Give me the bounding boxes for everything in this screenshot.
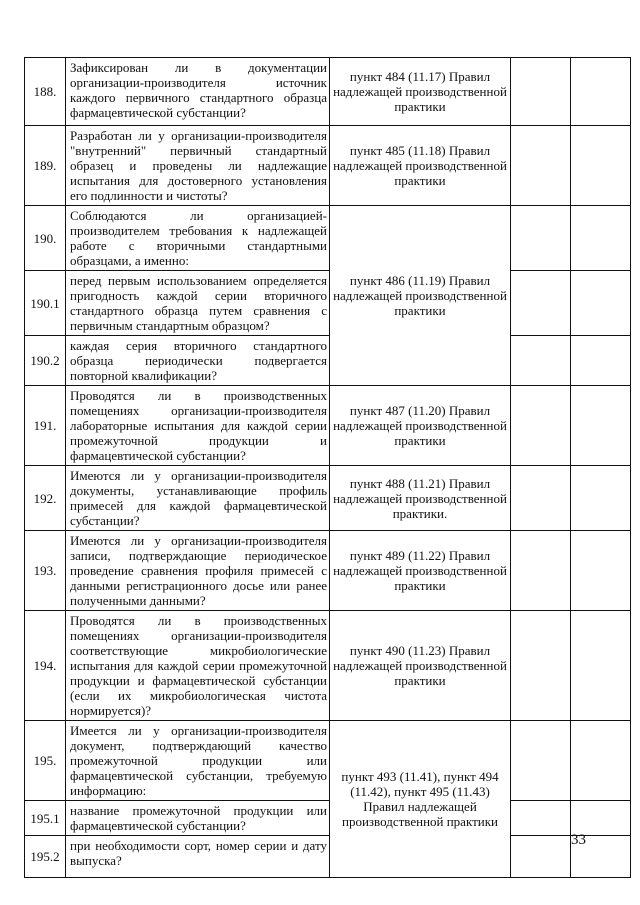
question-text: каждая серия вторичного стандартного образца периодически подвергается повторной квалификации? [70, 338, 327, 383]
row-number: 192. [25, 466, 66, 531]
answer-cell[interactable] [511, 801, 571, 836]
reference-cell [330, 126, 511, 206]
row-number: 190.1 [25, 271, 66, 336]
answer-cell[interactable] [511, 126, 571, 206]
question-text: Соблюдаются ли организацией-производителем требования к надлежащей работе с вторичными стандартными образцами, а именно: [70, 208, 327, 268]
note-cell[interactable] [571, 466, 631, 531]
table-row [25, 721, 631, 801]
answer-cell[interactable] [511, 466, 571, 531]
question-text: Проводятся ли в производственных помещениях организации-производителя лабораторные испытания для каждой серии промежуточной продукции и фармацевтической субстанции? [70, 388, 327, 463]
answer-cell[interactable] [511, 58, 571, 126]
reference-cell [330, 531, 511, 611]
reference-cell [330, 386, 511, 466]
question-cell [66, 611, 330, 721]
question-text: Имеется ли у организации-производителя документ, подтверждающий качество промежуточной продукции или фармацевтической субстанции, требуемую информацию: [70, 723, 327, 798]
note-cell[interactable] [571, 58, 631, 126]
question-cell [66, 206, 330, 271]
reference-text: пункт 489 (11.22) Правил надлежащей производственной практики [333, 548, 507, 593]
table-row [25, 336, 631, 386]
reference-cell [330, 466, 511, 531]
note-cell[interactable] [571, 531, 631, 611]
answer-cell[interactable] [511, 836, 571, 878]
table-row [25, 611, 631, 721]
row-number: 195.1 [25, 801, 66, 836]
reference-cell [330, 721, 511, 878]
page-number: 33 [571, 832, 586, 848]
checklist-table [24, 57, 631, 878]
table-row [25, 206, 631, 271]
note-cell[interactable] [571, 801, 631, 836]
row-number: 194. [25, 611, 66, 721]
row-number: 189. [25, 126, 66, 206]
question-text: название промежуточной продукции или фармацевтической субстанции? [70, 803, 327, 833]
question-cell [66, 466, 330, 531]
question-cell [66, 336, 330, 386]
question-cell [66, 721, 330, 801]
reference-text: пункт 488 (11.21) Правил надлежащей производственной практики. [333, 475, 507, 521]
answer-cell[interactable] [511, 206, 571, 271]
answer-cell[interactable] [511, 336, 571, 386]
question-cell [66, 386, 330, 466]
reference-text: пункт 486 (11.19) Правил надлежащей производственной практики [333, 273, 507, 318]
note-cell[interactable] [571, 126, 631, 206]
table-row [25, 58, 631, 126]
table-row [25, 531, 631, 611]
reference-text: пункт 487 (11.20) Правил надлежащей производственной практики [333, 403, 507, 448]
question-text: при необходимости сорт, номер серии и дату выпуска? [70, 838, 327, 868]
question-cell [66, 531, 330, 611]
reference-cell [330, 206, 511, 386]
table-row [25, 466, 631, 531]
question-text: Разработан ли у организации-производителя "внутренний" первичный стандартный образец и проведены ли надлежащие испытания для достоверного установления его подлинности и чистоты? [70, 128, 327, 203]
question-cell [66, 801, 330, 836]
question-text: Имеются ли у организации-производителя записи, подтверждающие периодическое проведение сравнения профиля примесей с данными регистрационного досье или ранее полученными данными? [70, 533, 327, 608]
reference-text: пункт 490 (11.23) Правил надлежащей производственной практики [333, 643, 507, 688]
row-number: 190. [25, 206, 66, 271]
reference-cell [330, 58, 511, 126]
table-row [25, 126, 631, 206]
question-cell [66, 836, 330, 878]
reference-text: Правил надлежащей производственной практики [341, 799, 499, 829]
reference-text: пункт 484 (11.17) Правил надлежащей производственной практики [333, 69, 507, 114]
note-cell[interactable] [571, 206, 631, 271]
table-row [25, 386, 631, 466]
note-cell[interactable] [571, 336, 631, 386]
question-text: Зафиксирован ли в документации организации-производителя источник каждого первичного стандартного образца фармацевтической субстанции? [70, 60, 327, 120]
row-number: 190.2 [25, 336, 66, 386]
question-cell [66, 58, 330, 126]
note-cell[interactable] [571, 386, 631, 466]
answer-cell[interactable] [511, 271, 571, 336]
answer-cell[interactable] [511, 531, 571, 611]
question-text: Проводятся ли в производственных помещениях организации-производителя соответствующие микробиологические испытания для каждой серии промежуточной продукции и фармацевтической субстанции (если их микробиологическая чистота нормируется)? [70, 613, 327, 718]
note-cell[interactable] [571, 721, 631, 801]
answer-cell[interactable] [511, 386, 571, 466]
row-number: 195. [25, 721, 66, 801]
table-row [25, 801, 631, 836]
row-number: 193. [25, 531, 66, 611]
answer-cell[interactable] [511, 721, 571, 801]
note-cell[interactable] [571, 271, 631, 336]
table-row [25, 836, 631, 878]
row-number: 195.2 [25, 836, 66, 878]
reference-text: пункт 485 (11.18) Правил надлежащей производственной практики [333, 143, 507, 188]
question-cell [66, 271, 330, 336]
table-row [25, 271, 631, 336]
row-number: 188. [25, 58, 66, 126]
reference-text: пункт 493 (11.41), пункт 494 (11.42), пункт 495 (11.43) [341, 769, 499, 799]
question-text: Имеются ли у организации-производителя документы, устанавливающие профиль примесей для каждой фармацевтической субстанции? [70, 468, 327, 528]
reference-cell [330, 611, 511, 721]
answer-cell[interactable] [511, 611, 571, 721]
row-number: 191. [25, 386, 66, 466]
question-cell [66, 126, 330, 206]
note-cell[interactable] [571, 611, 631, 721]
question-text: перед первым использованием определяется пригодность каждой серии вторичного стандартного образца путем сравнения с первичным стандартным образцом? [70, 273, 327, 333]
